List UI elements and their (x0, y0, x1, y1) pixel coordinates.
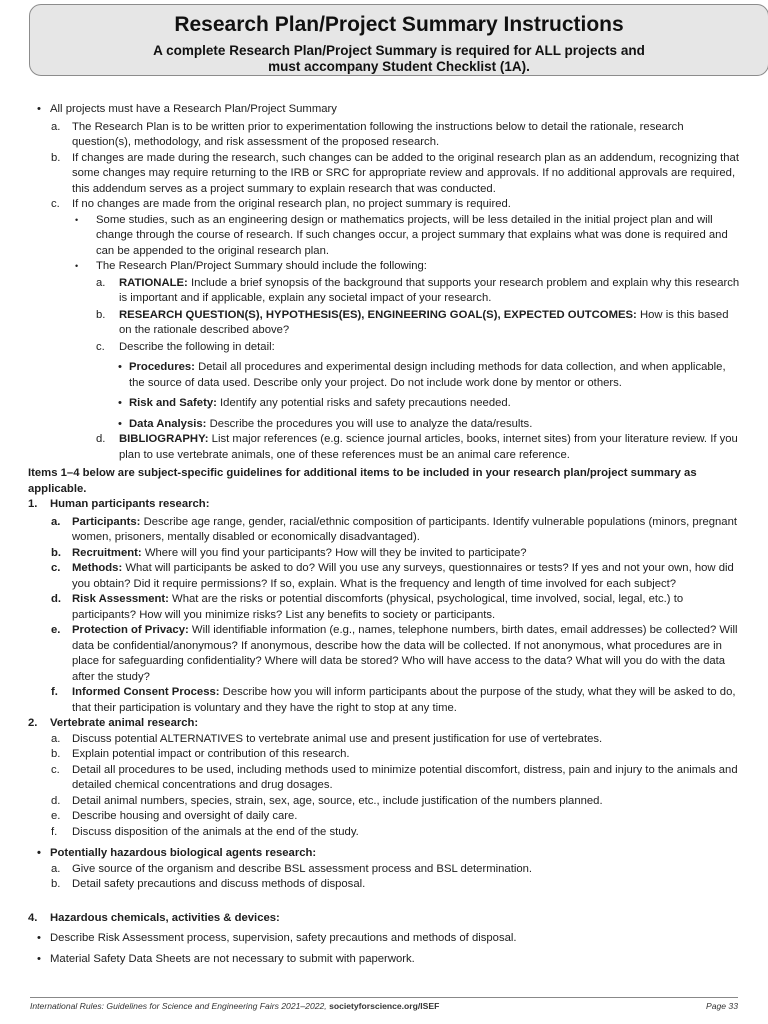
risk-assessment-text: What are the risks or potential discomforts (physical, psychological, time involved, social, legal, etc.) to participants? How will you minimize risks? List any benefits to society or participants. (72, 593, 684, 621)
section3-heading (28, 846, 740, 862)
section1-heading-text: Human participants research: (50, 498, 210, 510)
section2-heading (28, 716, 740, 732)
section4-heading-text: Hazardous chemicals, activities & devices: (50, 911, 280, 924)
data-analysis-label: Data Analysis: (129, 417, 207, 430)
bullet-marker: • (118, 397, 122, 409)
risk-safety-bullet (28, 396, 740, 412)
section-number: 1. (28, 498, 38, 510)
risk-safety-label: Risk and Safety: (129, 397, 217, 409)
vertebrate-item-f-text: Discuss disposition of the animals at the end of the study. (72, 825, 359, 838)
item-marker: c. (51, 562, 61, 574)
item-marker: d. (96, 433, 106, 445)
intro-item-a (28, 120, 740, 151)
item-marker: c. (96, 340, 105, 353)
page-subtitle (30, 43, 768, 75)
item-marker: a. (51, 732, 61, 745)
vertebrate-item-d-text: Detail animal numbers, species, strain, sex, age, source, etc., include justification of the numbers planned. (72, 794, 603, 807)
biological-item-b (28, 877, 740, 893)
item-marker: f. (51, 825, 58, 838)
data-analysis-bullet (28, 417, 740, 433)
item-marker: c. (51, 763, 60, 776)
participants-label: Participants: (72, 515, 141, 528)
section1-heading (28, 497, 740, 513)
vertebrate-item-b (28, 747, 740, 763)
bullet-marker: • (118, 417, 122, 430)
recruitment-text: Where will you find your participants? How will they be invited to participate? (141, 546, 527, 559)
item-marker: c. (51, 198, 60, 210)
section-number: 4. (28, 911, 38, 924)
hazard-bullet-2-text: Material Safety Data Sheets are not necessary to submit with paperwork. (50, 952, 415, 965)
plan-item-b (28, 308, 740, 339)
hazard-bullet-1 (28, 931, 740, 947)
item-marker: b. (51, 151, 61, 164)
research-question-label: RESEARCH QUESTION(S), HYPOTHESIS(ES), ENGINEERING GOAL(S), EXPECTED OUTCOMES: (119, 308, 637, 321)
data-analysis-text: Describe the procedures you will use to analyze the data/results. (206, 417, 533, 430)
c-bullet-2-text: The Research Plan/Project Summary should include the following: (96, 260, 427, 272)
vertebrate-item-a-text: Discuss potential ALTERNATIVES to vertebrate animal use and present justification for use of vertebrates. (72, 732, 603, 745)
intro-item-c (28, 197, 740, 213)
item-marker: d. (51, 794, 61, 807)
bullet-marker: • (75, 214, 79, 225)
subtitle-line-1: A complete Research Plan/Project Summary is required for ALL projects and (153, 43, 645, 58)
hazard-bullet-1-text: Describe Risk Assessment process, supervision, safety precautions and methods of disposal. (50, 932, 517, 944)
intro-item-b (28, 151, 740, 198)
plan-item-d (28, 432, 740, 463)
document-body (28, 102, 740, 967)
guidelines-intro: Items 1–4 below are subject-specific guidelines for additional items to be included in your research plan/project summary as applicable. (28, 467, 697, 495)
human-item-a (28, 515, 740, 546)
footer-link[interactable]: societyforscience.org/ISEF (329, 1001, 440, 1011)
vertebrate-item-e (28, 809, 740, 825)
item-marker: a. (96, 276, 106, 289)
item-marker: d. (51, 593, 62, 605)
item-marker: e. (51, 624, 61, 636)
vertebrate-item-f (28, 825, 740, 841)
section4-heading (28, 911, 740, 927)
plan-item-a (28, 276, 740, 307)
section3-heading-text: Potentially hazardous biological agents research: (50, 847, 317, 859)
bullet-marker: • (37, 103, 41, 115)
human-item-d (28, 592, 740, 623)
c-bullet-2 (28, 259, 740, 275)
research-question-text: How is this based on the rationale described above? (119, 308, 729, 336)
procedures-label: Procedures: (129, 361, 195, 373)
human-item-c (28, 561, 740, 592)
page-number: Page 33 (705, 1001, 738, 1011)
item-marker: b. (96, 308, 106, 321)
page-title: Research Plan/Project Summary Instructions (174, 13, 624, 36)
risk-safety-text: Identify any potential risks and safety precautions needed. (216, 397, 511, 409)
item-marker: b. (51, 748, 61, 760)
bullet-marker: • (118, 361, 122, 373)
plan-item-c-text: Describe the following in detail: (119, 340, 275, 353)
methods-label: Methods: (72, 562, 123, 574)
section-number: 2. (28, 717, 38, 729)
item-marker: f. (51, 686, 58, 698)
item-marker: a. (51, 862, 61, 875)
item-marker: b. (51, 878, 61, 890)
participants-text: Describe age range, gender, racial/ethnic composition of participants. Identify vulnerable populations (minors, pregnant women, prisoners, mentally disabled or economically disadvantaged). (72, 515, 738, 543)
footer-text: International Rules: Guidelines for Science and Engineering Fairs 2021–2022, (30, 1001, 330, 1011)
page-footer (30, 997, 738, 1011)
intro-item-a-text: The Research Plan is to be written prior to experimentation following the instructions below to detail the rationale, research question(s), methodology, and risk assessment of the proposed research. (72, 120, 684, 148)
biological-item-b-text: Detail safety precautions and discuss methods of disposal. (72, 878, 366, 890)
plan-item-c (28, 340, 740, 356)
bullet-marker: • (37, 932, 41, 944)
subtitle-line-2: must accompany Student Checklist (1A). (268, 59, 530, 74)
bullet-marker: • (75, 261, 79, 271)
consent-text: Describe how you will inform participants about the purpose of the study, what they will be asked to do, that their participation is voluntary and they have the right to stop at any time. (72, 686, 736, 714)
vertebrate-item-c (28, 763, 740, 794)
biological-item-a-text: Give source of the organism and describe BSL assessment process and BSL determination. (72, 862, 533, 875)
procedures-bullet (28, 360, 740, 391)
human-item-f (28, 685, 740, 716)
rationale-label: RATIONALE: (119, 276, 188, 289)
bullet-marker: • (37, 952, 41, 965)
human-item-e (28, 623, 740, 685)
vertebrate-item-d (28, 794, 740, 810)
privacy-text: Will identifiable information (e.g., names, telephone numbers, birth dates, email addresses) be collected? Will data be confidential/anonymous? If anonymous, describe how the data will be collected. If not anonymous, what procedures are in place for safeguarding confidentiality? Where will data be stored? Who will have access to the data? What will you do with the data after the study? (72, 624, 738, 683)
section2-heading-text: Vertebrate animal research: (50, 717, 199, 729)
item-marker: e. (51, 810, 61, 822)
intro-item-c-text: If no changes are made from the original research plan, no project summary is required. (72, 198, 511, 210)
item-marker: a. (51, 120, 61, 133)
vertebrate-item-c-text: Detail all procedures to be used, including methods used to minimize potential discomfort, distress, pain and injury to the animals and detailed chemical concentrations and drug dosages. (72, 763, 738, 791)
recruitment-label: Recruitment: (72, 546, 142, 559)
rationale-text: Include a brief synopsis of the background that supports your research problem and explain why this research is important and if applicable, explain any societal impact of your research. (119, 276, 740, 304)
vertebrate-item-e-text: Describe housing and oversight of daily care. (72, 810, 298, 822)
methods-text: What will participants be asked to do? Will you use any surveys, questionnaires or tests? If yes and not your own, how did you obtain? Did it require permissions? If so, explain. What is the frequency and length of time involved for each subject? (72, 562, 734, 590)
intro-bullet (28, 102, 740, 118)
header-box (29, 4, 768, 76)
hazard-bullet-2 (28, 952, 740, 968)
privacy-label: Protection of Privacy: (72, 624, 189, 636)
c-bullet-1-text: Some studies, such as an engineering design or mathematics projects, will be less detailed in the initial project plan and will change through the course of research. If such changes occur, a project summary that explains what was done is required and can be appended to the original research plan. (96, 213, 728, 257)
bibliography-label: BIBLIOGRAPHY: (119, 433, 209, 445)
item-marker: a. (51, 515, 61, 528)
item-marker: b. (51, 546, 62, 559)
vertebrate-item-a (28, 732, 740, 748)
c-bullet-1 (28, 213, 740, 260)
human-item-b (28, 546, 740, 562)
procedures-text: Detail all procedures and experimental design including methods for data collection, and when applicable, the source of data used. Describe only your project. Do not include work done by mentor or others. (129, 361, 726, 389)
consent-label: Informed Consent Process: (72, 686, 220, 698)
bibliography-text: List major references (e.g. science journal articles, books, internet sites) from your literature review. If you plan to use vertebrate animals, one of these references must be an animal care reference. (119, 433, 738, 461)
biological-item-a (28, 862, 740, 878)
vertebrate-item-b-text: Explain potential impact or contribution of this research. (72, 748, 350, 760)
intro-item-b-text: If changes are made during the research, such changes can be added to the original research plan as an addendum, recognizing that some changes may require returning to the IRB or SRC for appropriate review and approvals. If no additional approvals are required, this addendum serves as a project summary to explain research that was conducted. (72, 151, 739, 195)
risk-assessment-label: Risk Assessment: (72, 593, 169, 605)
bullet-marker: • (37, 847, 41, 859)
intro-bullet-text: All projects must have a Research Plan/Project Summary (50, 103, 337, 115)
